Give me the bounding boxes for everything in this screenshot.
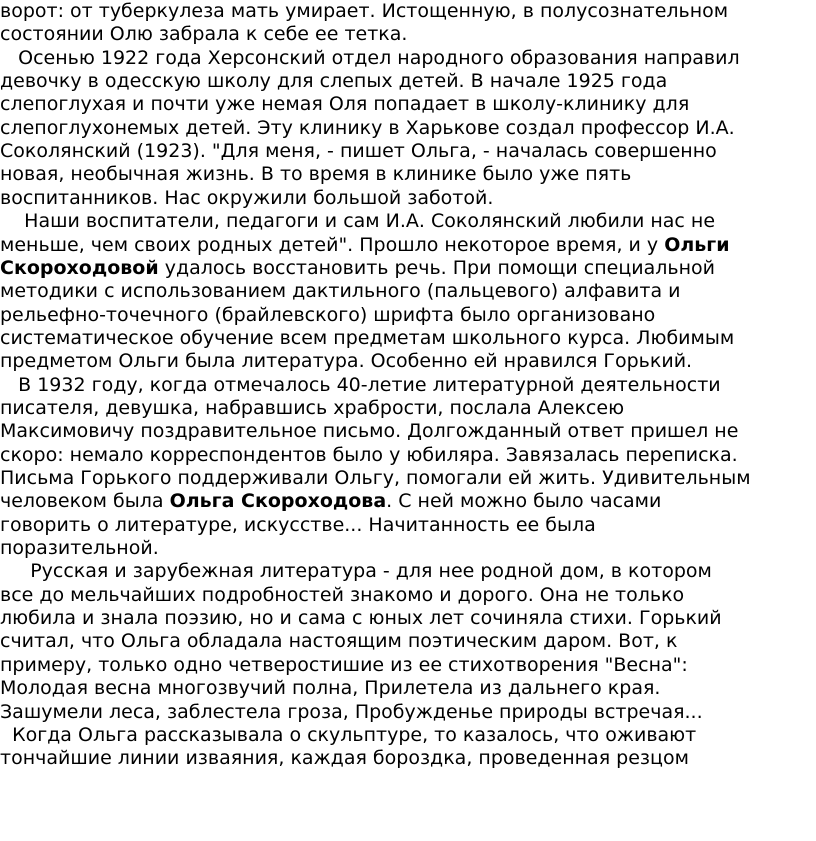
text-line: Наши воспитатели, педагоги и сам И.А. Соколянский любили нас не: [0, 210, 716, 233]
text-line: Письма Горького поддерживали Ольгу, помогали ей жить. Удивительным: [0, 467, 751, 489]
text-line: скоро: немало корреспондентов было у юбиляра. Завязалась переписка.: [0, 443, 738, 466]
text-line: [0, 256, 715, 280]
text-line: все до мельчайших подробностей знакомо и дорого. Она не только: [0, 583, 685, 606]
text-line: Осенью 1922 года Херсонский отдел народного образования направил: [0, 46, 740, 69]
text-line: Соколянский (1923). "Для меня, - пишет Ольга, - началась совершенно: [0, 140, 717, 163]
text-line: слепоглухая и почти уже немая Оля попадает в школу-клинику для: [0, 93, 690, 116]
text-line: поразительной.: [0, 537, 159, 560]
text-line: Когда Ольга рассказывала о скульптуре, то казалось, что оживают: [0, 723, 697, 746]
text-run: . С ней можно было часами: [386, 490, 662, 513]
text-line: [0, 489, 661, 513]
text-line: Русская и зарубежная литература - для нее родной дом, в котором: [0, 560, 712, 583]
text-line: методики с использованием дактильного (пальцевого) алфавита и: [0, 280, 681, 303]
text-line: писателя, девушка, набравшись храбрости, послала Алексею: [0, 396, 625, 419]
text-line: рельефно-точечного (брайлевского) шрифта было организовано: [0, 303, 656, 326]
bold-name-text: Ольги: [664, 233, 730, 256]
text-line: [0, 233, 730, 257]
text-line: В 1932 году, когда отмечалось 40-летие литературной деятельности: [0, 373, 721, 396]
text-line: Зашумели леса, заблестела гроза, Пробужденье природы встречая...: [0, 700, 703, 723]
text-run: человеком была: [0, 490, 170, 513]
text-line: ворот: от туберкулеза мать умирает. Истощенную, в полусознательном: [0, 0, 729, 22]
text-line: предметом Ольги была литература. Особенно ей нравился Горький.: [0, 350, 693, 373]
text-line: воспитанников. Нас окружили большой заботой.: [0, 186, 494, 209]
text-line: Молодая весна многозвучий полна, Прилетела из дальнего края.: [0, 677, 661, 700]
bold-name-text: Ольга Скороходова: [169, 490, 387, 513]
text-line: говорить о литературе, искусстве... Начитанность ее была: [0, 513, 596, 536]
text-line: примеру, только одно четверостишие из ее стихотворения "Весна":: [0, 653, 688, 676]
text-run: удалось восстановить речь. При помощи специальной: [158, 256, 715, 279]
text-line: девочку в одесскую школу для слепых детей. В начале 1925 года: [0, 70, 668, 93]
text-run: меньше, чем своих родных детей". Прошло некоторое время, и у: [0, 233, 665, 256]
text-line: новая, необычная жизнь. В то время в клинике было уже пять: [0, 163, 632, 186]
text-line: любила и знала поэзию, но и сама с юных лет сочиняла стихи. Горький: [0, 607, 722, 630]
bold-name-text: Скороходовой: [0, 256, 159, 279]
text-line: систематическое обучение всем предметам школьного курса. Любимым: [0, 326, 735, 349]
text-line: считал, что Ольга обладала настоящим поэтическим даром. Вот, к: [0, 630, 678, 653]
text-line: слепоглухонемых детей. Эту клинику в Харькове создал профессор И.А.: [0, 116, 735, 139]
text-line: состоянии Олю забрала к себе ее тетка.: [0, 23, 408, 46]
text-line: Максимовичу поздравительное письмо. Долгожданный ответ пришел не: [0, 420, 739, 443]
text-line: тончайшие линии изваяния, каждая бороздка, проведенная резцом: [0, 747, 689, 770]
